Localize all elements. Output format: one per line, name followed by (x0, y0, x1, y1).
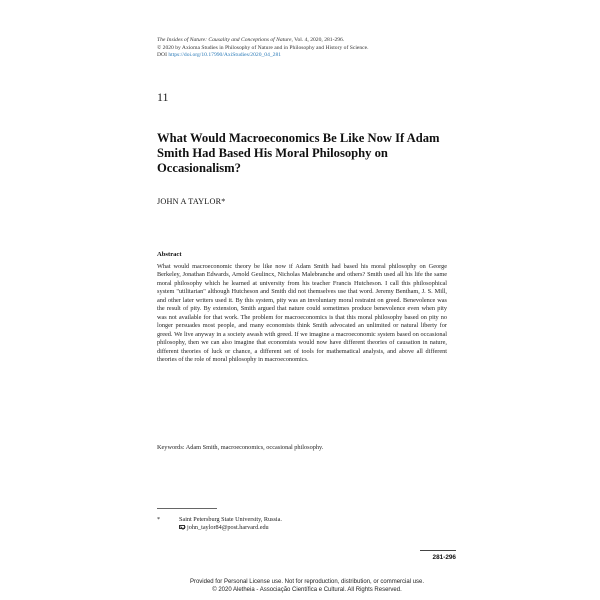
license-line-1: Provided for Personal License use. Not for reproduction, distribution, or commercial use. (189, 579, 425, 585)
license-notice (157, 578, 457, 594)
footnote (157, 516, 447, 532)
author-email[interactable]: john_taylor84@post.harvard.edu (187, 524, 269, 532)
footnote-marker: * (157, 516, 161, 523)
doi-link[interactable]: https://doi.org/10.17990/AxiStudies/2020_04_281 (168, 52, 282, 58)
copyright-line: © 2020 by Axioma Studies in Philosophy of Nature and in Philosophy and History of Science. (157, 44, 369, 51)
author-name: JOHN A TAYLOR* (157, 197, 226, 206)
doi-label: DOI (157, 52, 167, 58)
abstract-body: What would macroeconomic theory be like now if Adam Smith had based his moral philosophy on George Berkeley, Jonathan Edwards, Arnold Geulincx, Nicholas Malebranche and others? Smith used all his life the same moral philosophy which he learned at university from his teacher Francis Hutcheson. I call this philosophical system "utilitarian" although Hutcheson and Smith did not themselves use that word. Jeremy Bentham, J. S. Mill, and other later writers used it. By this system, pity was an involuntary moral restraint on greed. Benevolence was the result of pity. By extension, Smith argued that nature could sometimes produce benevolence even when pity was not available for that work. The problem for macroeconomics is that this moral philosophy based on pity no longer persuades most people, and many economists think Smith advocated an unlimited or natural liberty for greed. We live anyway in a society awash with greed. If we imagine a macroeconomic system based on occasional philosophy, then we can also imagine that economists would now have different theories of causation in nature, different theories of luck or chance, a different set of tools for mathematical analysis, and above all different theories of the role of moral philosophy in macroeconomics. (157, 263, 447, 363)
journal-title: The Insides of Nature: Causality and Conceptions of Nature (157, 37, 292, 43)
journal-details: , Vol. 4, 2020, 281-296. (291, 37, 345, 43)
license-line-2: © 2020 Aletheia - Associação Científica e Cultural. All Rights Reserved. (212, 587, 402, 593)
author-affiliation: Saint Petersburg State University, Russia. (179, 516, 282, 523)
keywords: Keywords: Adam Smith, macroeconomics, occasional philosophy. (157, 444, 324, 451)
abstract-heading: Abstract (157, 251, 182, 258)
page-range: 281-296 (420, 550, 456, 561)
envelope-icon (179, 525, 185, 529)
chapter-number: 11 (157, 90, 169, 104)
doi-line (157, 52, 457, 60)
journal-header (157, 37, 457, 60)
paper-title: What Would Macroeconomics Be Like Now If Adam Smith Had Based His Moral Philosophy on Occasionalism? (157, 131, 440, 175)
footnote-divider (157, 508, 217, 509)
journal-citation (157, 37, 457, 45)
